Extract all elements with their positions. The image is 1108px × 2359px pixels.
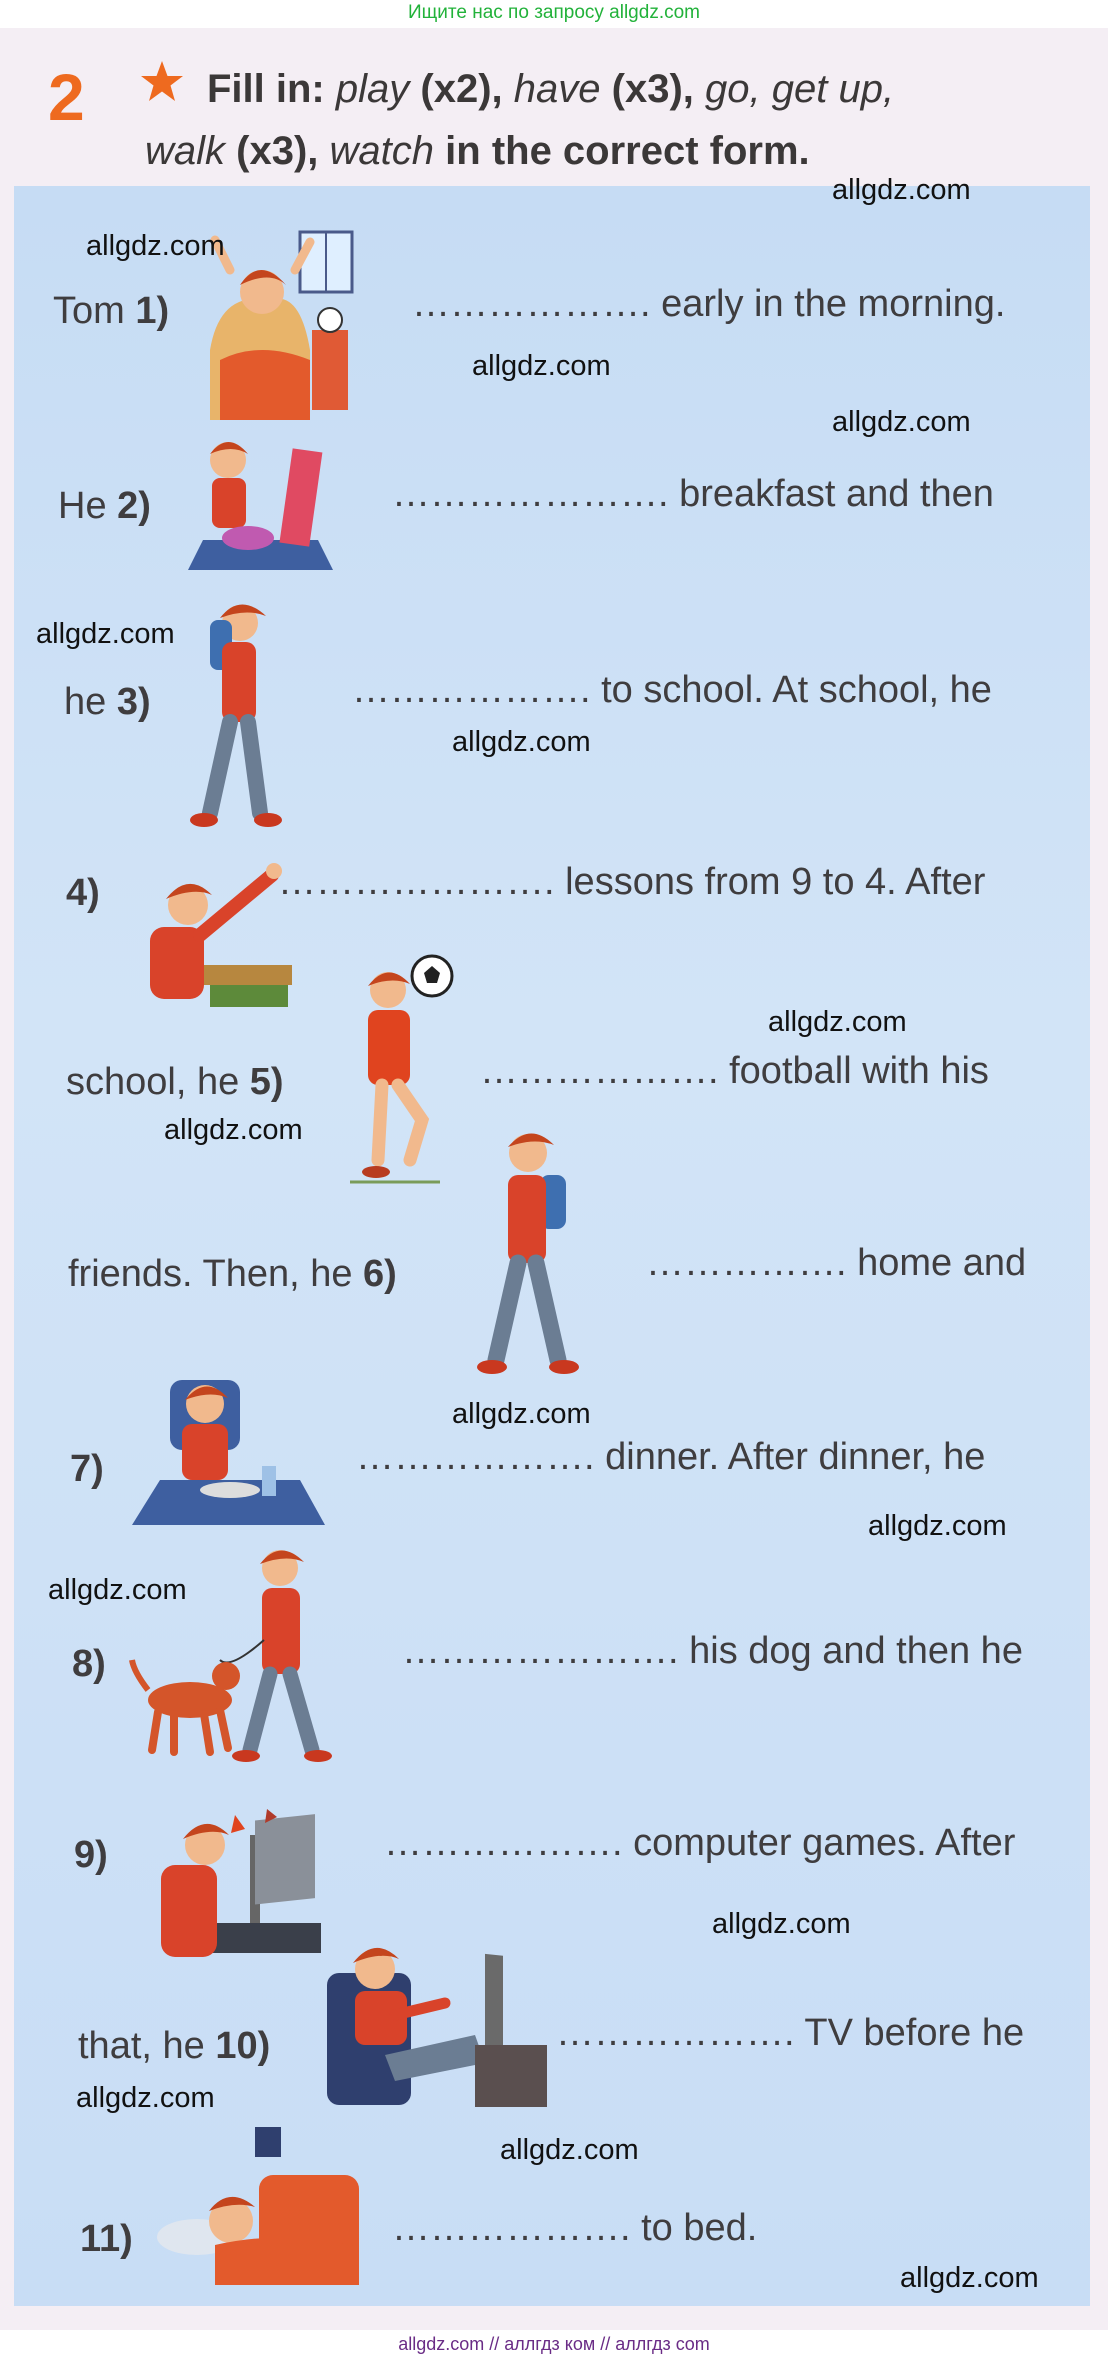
watermark: allgdz.com [900,2262,1039,2294]
boy-dinner-illustration [130,1370,330,1530]
line-number: 3) [116,681,151,723]
instr-x2: (x2), [420,67,503,111]
boy-sleeping-illustration [155,2125,365,2290]
sentence-blank-3: ………………. to school. At school, he [352,669,992,711]
line-pre: he [64,681,117,723]
line-number: 5) [249,1061,284,1103]
instr-go: go, [705,67,761,111]
bottom-banner[interactable]: allgdz.com // аллгдз ком // аллгдз com [0,2330,1108,2359]
boy-breakfast-illustration [168,430,348,585]
instr-get-up: get up, [771,67,895,111]
exercise-number: 2 [48,60,85,134]
sentence-line-2 [58,487,151,525]
sentence-blank-4: …………………. lessons from 9 to 4. After [278,861,986,903]
sentence-blank-7: ………………. dinner. After dinner, he [356,1436,986,1478]
watermark: allgdz.com [832,174,971,206]
sentence-blank-5: ………………. football with his [480,1050,989,1092]
boy-computer-games-illustration [155,1805,325,1965]
line-number: 11) [80,2218,133,2260]
sentence-line-5 [66,1063,284,1101]
line-pre: school, he [66,1061,250,1103]
sentence-blank-2: …………………. breakfast and then [392,473,994,515]
boy-walking-home-illustration [470,1125,600,1380]
line-number: 8) [72,1643,106,1685]
watermark: allgdz.com [164,1114,303,1146]
watermark: allgdz.com [712,1908,851,1940]
watermark: allgdz.com [868,1510,1007,1542]
sentence-line-8 [72,1645,106,1683]
boy-at-desk-illustration [140,855,300,1015]
sentence-line-4 [66,874,100,912]
sentence-line-10 [78,2027,270,2065]
line-number: 6) [363,1253,397,1295]
boy-football-illustration [340,950,460,1195]
boy-watching-tv-illustration [325,1935,555,2110]
sentence-line-1 [53,292,169,330]
sentence-blank-9: ………………. computer games. After [384,1822,1016,1864]
watermark: allgdz.com [36,618,175,650]
watermark: allgdz.com [452,726,591,758]
sentence-blank-11: ………………. to bed. [392,2207,758,2249]
line-number: 10) [215,2025,271,2067]
sentence-blank-6: ……………. home and [646,1242,1027,1284]
line-pre: Tom [53,290,136,332]
instr-watch: watch [329,129,435,173]
line-number: 7) [70,1448,104,1490]
sentence-blank-1: ………………. early in the morning. [412,283,1006,325]
exercise-instruction [145,58,945,182]
top-banner[interactable]: Ищите нас по запросу allgdz.com [0,0,1108,28]
boy-walking-school-illustration [180,598,300,833]
instr-x3a: (x3), [611,67,694,111]
sentence-line-9 [74,1836,108,1874]
line-number: 1) [135,290,170,332]
instr-tail: in the correct form. [445,129,810,173]
sentence-line-6 [68,1255,397,1293]
sentence-blank-10: ………………. TV before he [556,2012,1025,2054]
watermark: allgdz.com [452,1398,591,1430]
line-pre: friends. Then, he [68,1253,364,1295]
instr-have: have [513,67,601,111]
instr-play: play [335,67,410,111]
line-number: 2) [117,485,151,527]
watermark: allgdz.com [48,1574,187,1606]
line-pre: that, he [78,2025,216,2067]
sentence-line-3 [64,683,151,721]
instr-walk: walk [145,129,226,173]
line-number: 4) [66,872,100,914]
watermark: allgdz.com [500,2134,639,2166]
sentence-line-11 [80,2220,133,2258]
line-number: 9) [74,1834,108,1876]
watermark: allgdz.com [76,2082,215,2114]
watermark: allgdz.com [832,406,971,438]
line-pre: He [58,485,118,527]
instr-x3b: (x3), [236,129,319,173]
watermark: allgdz.com [472,350,611,382]
instr-fill-in: Fill in: [207,67,325,111]
sentence-blank-8: …………………. his dog and then he [402,1630,1023,1672]
sentence-line-7 [70,1450,104,1488]
watermark: allgdz.com [768,1006,907,1038]
watermark: allgdz.com [86,230,225,262]
